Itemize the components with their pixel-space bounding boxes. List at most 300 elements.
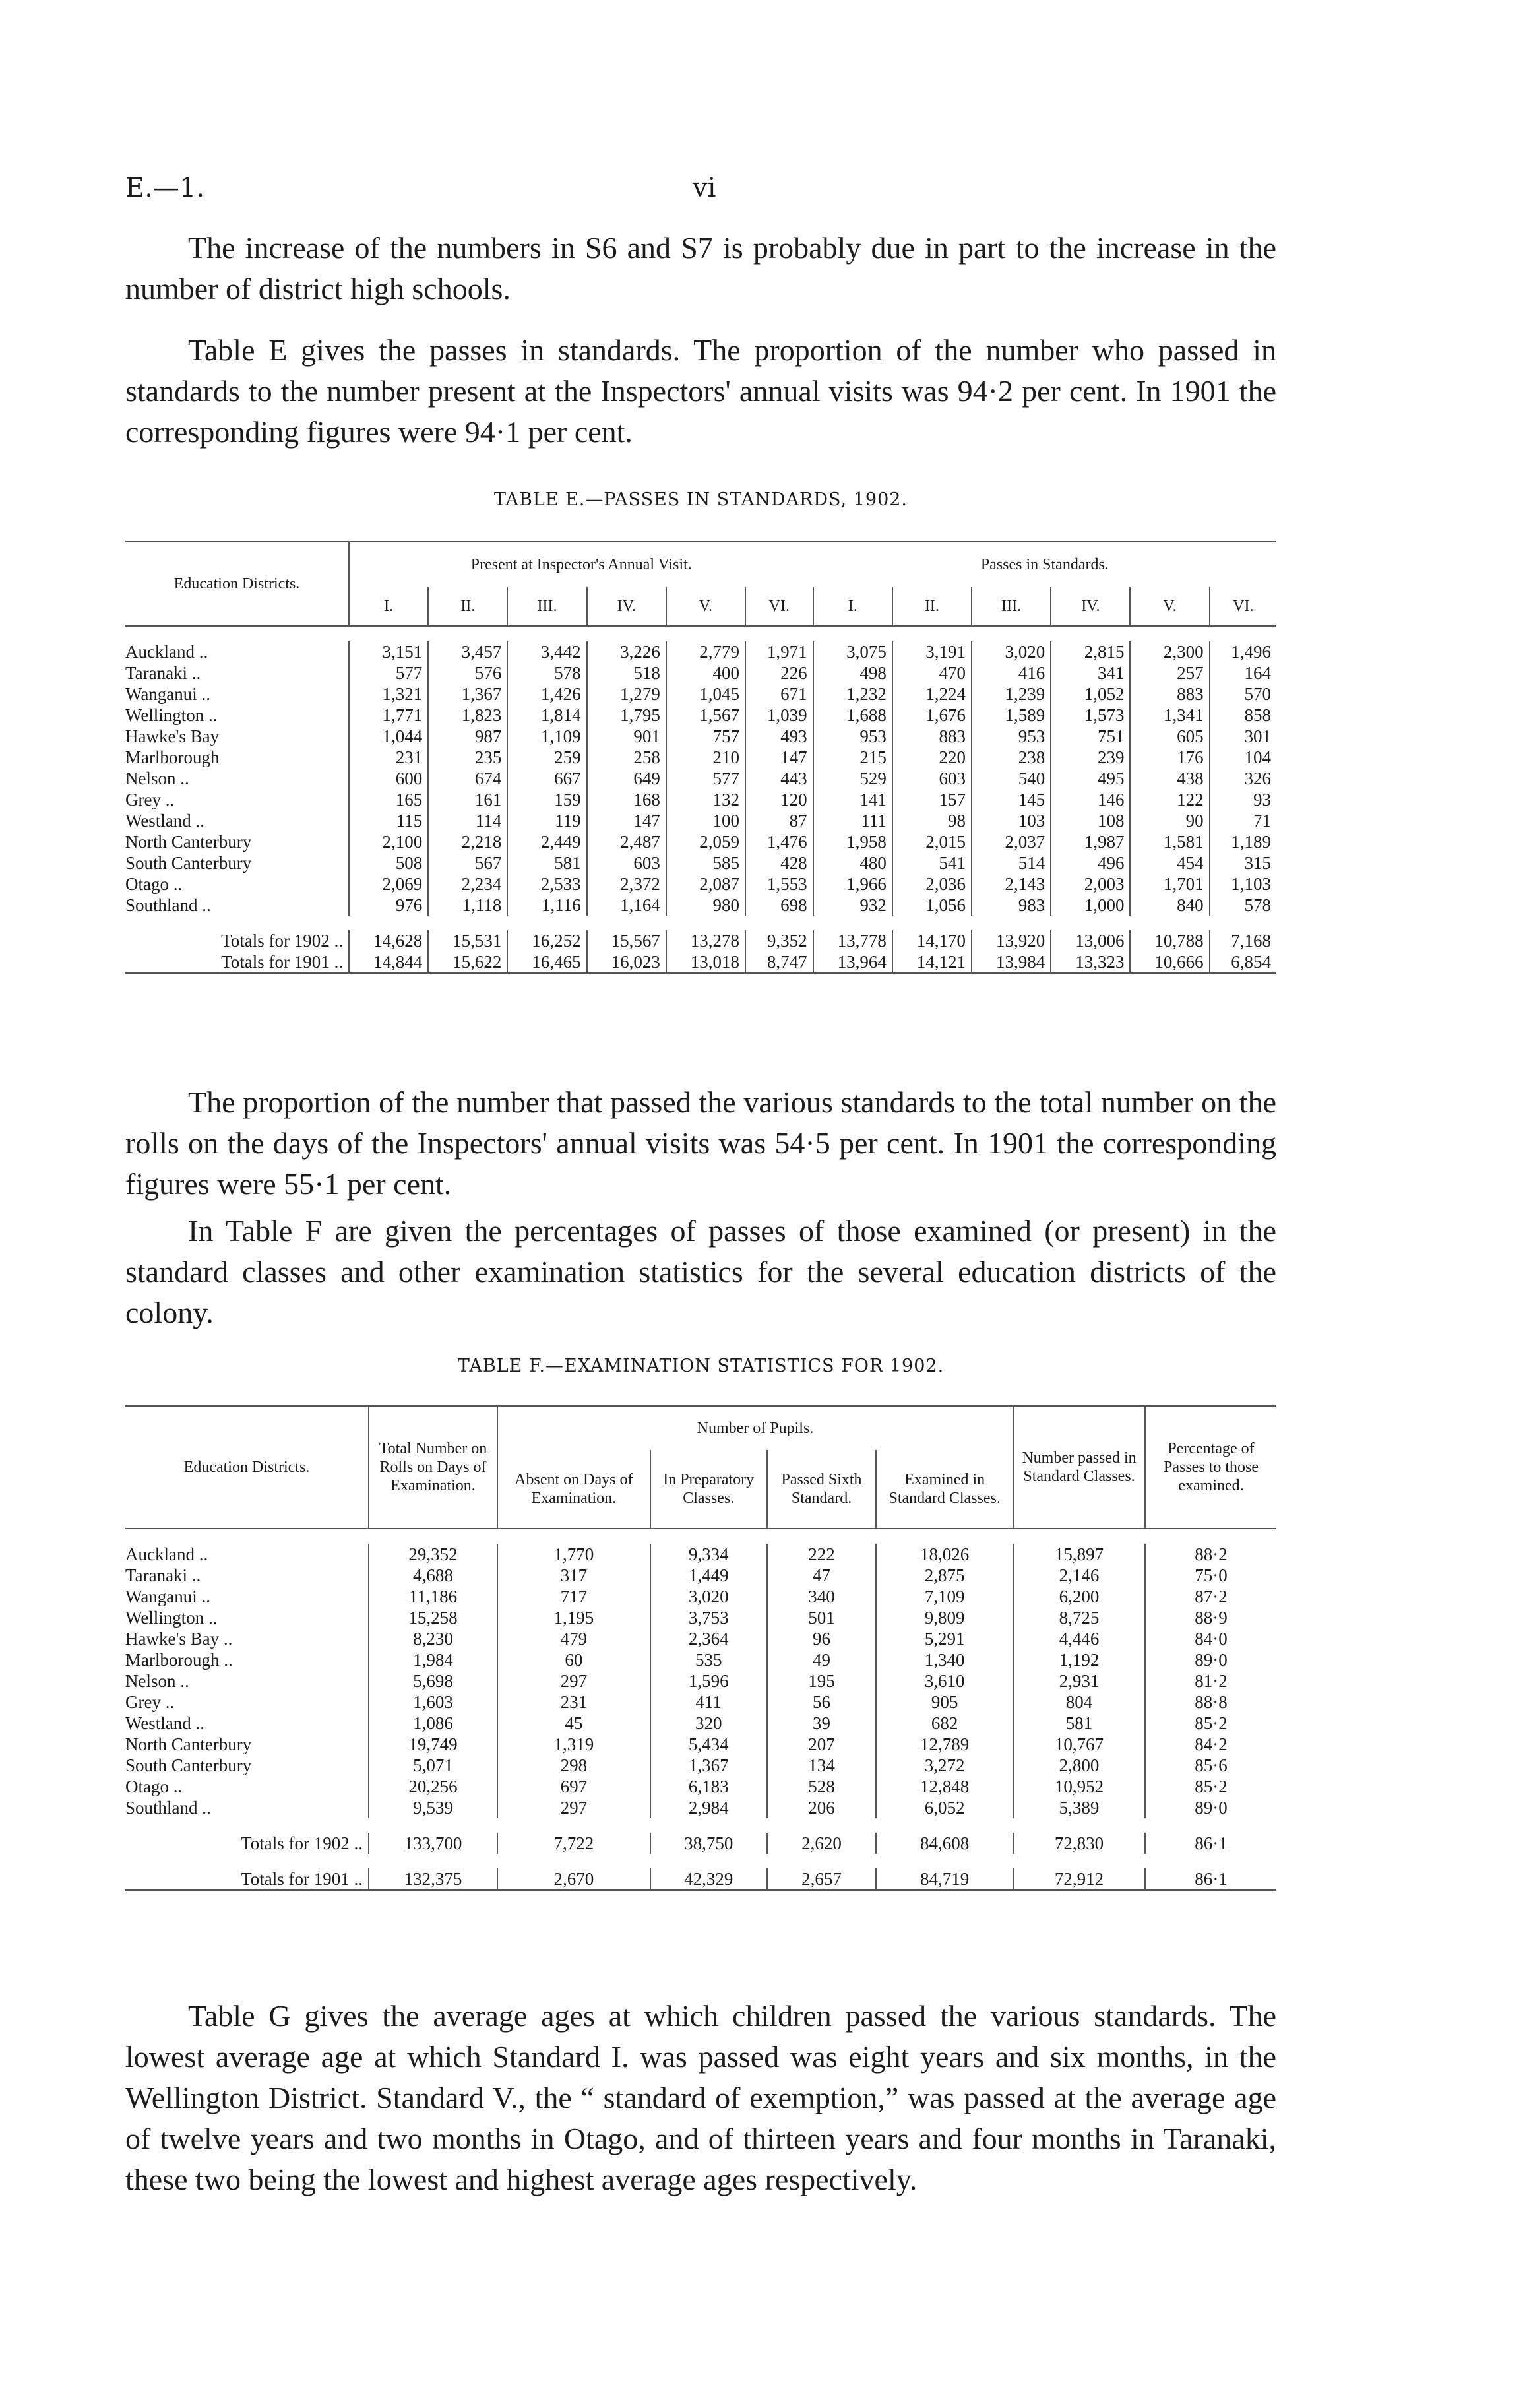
table-e-cell: 1,000 [1051,895,1130,916]
table-e-cell: 1,971 [745,641,813,662]
table-f [125,1405,1276,1891]
table-e-cell: 122 [1130,789,1209,810]
table-f-cell: 39 [767,1713,877,1734]
paragraph-5-text: Table G gives the average ages at which children passed the various standards. The lowest average age at which Standard I. was passed was eight years and six months, in the Wellington District. Standard V., the “ standard of exemption,” was passed at the average age of twelve years and two months in Otago, and of thirteen years and four months in Taranaki, these two being the lowest and highest average ages respectively. [125,1999,1276,2196]
table-e-cell: 1,795 [587,705,666,726]
table-f-cell: 2,984 [650,1797,767,1818]
table-f-total-cell: 72,912 [1013,1868,1145,1890]
table-e-cell: 980 [666,895,745,916]
table-f-cell: 1,086 [369,1713,497,1734]
table-e-cell: 470 [892,662,972,683]
table-e-cell: 159 [507,789,586,810]
table-e-cell: 2,087 [666,873,745,895]
table-e-cell: 2,533 [507,873,586,895]
table-e-cell: 932 [813,895,892,916]
table-f-header-pupils: Number of Pupils. [497,1406,1013,1450]
table-f-cell: 11,186 [369,1586,497,1607]
table-e-cell: 315 [1210,852,1276,873]
table-f-district-name: Westland .. [125,1713,205,1733]
table-e-cell: 3,442 [507,641,586,662]
table-e-row [125,895,1276,916]
table-f-district-name: Hawke's Bay .. [125,1629,233,1649]
table-f-cell: 535 [650,1649,767,1670]
table-f-header-districts: Education Districts. [183,1459,310,1476]
table-f-cell: 804 [1013,1692,1145,1713]
table-e-cell: 1,823 [428,705,507,726]
table-f-cell: 88·9 [1145,1607,1276,1628]
table-e-cell: 301 [1210,726,1276,747]
table-e-cell: 235 [428,747,507,768]
table-e-cell: 87 [745,810,813,831]
table-f-row [125,1586,1276,1607]
table-f-cell: 340 [767,1586,877,1607]
table-e-total-cell: 10,788 [1130,930,1209,951]
table-f-district-name: Southland .. [125,1798,211,1818]
table-e-cell: 428 [745,852,813,873]
table-f-row [125,1776,1276,1797]
table-e-cell: 496 [1051,852,1130,873]
table-f-cell: 75·0 [1145,1565,1276,1586]
table-e-cell: 603 [892,768,972,789]
table-f-cell: 9,809 [876,1607,1013,1628]
table-f-cell: 1,596 [650,1670,767,1692]
table-e-row [125,768,1276,789]
table-e-cell: 100 [666,810,745,831]
table-f-cell: 3,753 [650,1607,767,1628]
table-e-cell: 3,226 [587,641,666,662]
table-e-cell: 1,045 [666,683,745,705]
table-e-column-header: V. [1130,587,1209,626]
table-e-cell: 341 [1051,662,1130,683]
table-f-row [125,1544,1276,1565]
table-e-cell: 146 [1051,789,1130,810]
table-e-cell: 1,321 [349,683,428,705]
table-f-cell: 2,931 [1013,1670,1145,1692]
table-e-cell: 858 [1210,705,1276,726]
table-e-district-name: Wellington .. [125,705,218,725]
table-e-cell: 71 [1210,810,1276,831]
table-f-cell: 12,848 [876,1776,1013,1797]
table-f-caption: TABLE F.—EXAMINATION STATISTICS FOR 1902. [457,1356,945,1376]
table-f-cell: 81·2 [1145,1670,1276,1692]
paragraph-3 [125,1082,1276,1205]
table-e-cell: 2,487 [587,831,666,852]
table-f-cell: 231 [497,1692,650,1713]
table-f-header-absent: Absent on Days of Examination. [497,1450,650,1529]
table-e-cell: 132 [666,789,745,810]
table-e-cell: 1,814 [507,705,586,726]
table-f-cell: 2,800 [1013,1755,1145,1776]
table-e-row [125,641,1276,662]
table-f-district-name: Wanganui .. [125,1587,211,1606]
table-e-total-cell: 8,747 [745,951,813,973]
table-e-total-cell: 13,920 [972,930,1051,951]
table-e-district-name: Marlborough [125,747,220,767]
table-e-cell: 119 [507,810,586,831]
table-e-cell: 2,036 [892,873,972,895]
table-e-cell: 585 [666,852,745,873]
table-f-cell: 60 [497,1649,650,1670]
table-e-cell: 567 [428,852,507,873]
table-e-cell: 1,567 [666,705,745,726]
table-e-district-name: Southland .. [125,895,211,915]
table-f-cell: 8,230 [369,1628,497,1649]
table-e-cell: 93 [1210,789,1276,810]
table-e-header-passes: Passes in Standards. [980,556,1109,573]
table-e-cell: 1,771 [349,705,428,726]
table-e-cell: 667 [507,768,586,789]
table-f-header-sixth: Passed Sixth Standard. [767,1450,877,1529]
table-e-cell: 493 [745,726,813,747]
table-e-cell: 529 [813,768,892,789]
table-f-cell: 85·6 [1145,1755,1276,1776]
table-e-cell: 2,059 [666,831,745,852]
table-f-totals-label: Totals for 1901 .. [241,1869,363,1889]
table-f-header-preparatory: In Preparatory Classes. [650,1450,767,1529]
table-e-cell: 147 [587,810,666,831]
table-f-header-total: Total Number on Rolls on Days of Examination. [369,1406,497,1529]
table-e-cell: 901 [587,726,666,747]
table-f-total-cell: 72,830 [1013,1833,1145,1854]
table-f-totals-label: Totals for 1902 .. [241,1833,363,1853]
table-f-cell: 411 [650,1692,767,1713]
paragraph-2 [125,330,1276,453]
table-e-cell: 2,100 [349,831,428,852]
table-f-cell: 501 [767,1607,877,1628]
table-f-total-cell: 2,657 [767,1868,877,1890]
table-e-cell: 168 [587,789,666,810]
table-e-district-name: Westland .. [125,811,205,831]
table-e-cell: 145 [972,789,1051,810]
table-e-column-header: IV. [1051,587,1130,626]
table-e-cell: 581 [507,852,586,873]
table-e-total-cell: 9,352 [745,930,813,951]
table-e-cell: 1,056 [892,895,972,916]
table-e-cell: 120 [745,789,813,810]
table-e-cell: 1,688 [813,705,892,726]
table-e-cell: 400 [666,662,745,683]
table-f-cell: 15,258 [369,1607,497,1628]
table-e-cell: 164 [1210,662,1276,683]
table-f-cell: 5,389 [1013,1797,1145,1818]
table-e-total-cell: 13,006 [1051,930,1130,951]
table-f-cell: 12,789 [876,1734,1013,1755]
table-e-cell: 1,052 [1051,683,1130,705]
table-e-cell: 1,701 [1130,873,1209,895]
table-e-row [125,726,1276,747]
table-e-cell: 953 [813,726,892,747]
table-f-totals-row [125,1868,1276,1890]
table-e-cell: 1,581 [1130,831,1209,852]
table-e-cell: 1,189 [1210,831,1276,852]
table-f-cell: 317 [497,1565,650,1586]
paragraph-5 [125,1996,1276,2200]
table-f-cell: 1,603 [369,1692,497,1713]
table-f-cell: 84·2 [1145,1734,1276,1755]
table-f-cell: 222 [767,1544,877,1565]
table-e-row [125,852,1276,873]
table-f-total-cell: 86·1 [1145,1833,1276,1854]
table-e-total-cell: 14,844 [349,951,428,973]
table-e-cell: 2,003 [1051,873,1130,895]
table-e-header-present: Present at Inspector's Annual Visit. [349,542,813,587]
table-e-total-cell: 16,252 [507,930,586,951]
table-f-cell: 19,749 [369,1734,497,1755]
table-e-cell: 603 [587,852,666,873]
table-e-caption: TABLE E.—PASSES IN STANDARDS, 1902. [493,490,908,510]
table-e-cell: 605 [1130,726,1209,747]
table-f-cell: 5,434 [650,1734,767,1755]
table-e-column-header: V. [666,587,745,626]
page-header [125,173,1280,212]
table-e-total-cell: 16,023 [587,951,666,973]
table-e-cell: 3,020 [972,641,1051,662]
table-f-district-name: Grey .. [125,1692,175,1712]
table-e-cell: 1,987 [1051,831,1130,852]
table-e-total-cell: 10,666 [1130,951,1209,973]
table-e-cell: 1,553 [745,873,813,895]
table-f-header-passed: Number passed in Standard Classes. [1013,1406,1145,1529]
table-e-cell: 541 [892,852,972,873]
table-e-column-header: III. [507,587,586,626]
table-f-cell: 905 [876,1692,1013,1713]
table-f-total-cell: 7,722 [497,1833,650,1854]
table-f-total-cell: 86·1 [1145,1868,1276,1890]
table-f-cell: 682 [876,1713,1013,1734]
table-e-total-cell: 13,984 [972,951,1051,973]
table-f-district-name: Wellington .. [125,1608,218,1628]
paragraph-2-text: Table E gives the passes in standards. The proportion of the number who passed in standards to the number present at the Inspectors' annual visits was 94·2 per cent. In 1901 the corresponding figures were 94·1 per cent. [125,333,1276,449]
table-e-district-name: Hawke's Bay [125,726,220,746]
table-e-cell: 570 [1210,683,1276,705]
table-e-column-header: I. [813,587,892,626]
table-f-cell: 89·0 [1145,1797,1276,1818]
table-f-header-examined: Examined in Standard Classes. [876,1450,1013,1529]
table-f-total-cell: 132,375 [369,1868,497,1890]
table-e-cell: 1,103 [1210,873,1276,895]
table-f-cell: 18,026 [876,1544,1013,1565]
table-f-cell: 195 [767,1670,877,1692]
table-f-cell: 84·0 [1145,1628,1276,1649]
table-e-cell: 2,015 [892,831,972,852]
table-e-cell: 1,232 [813,683,892,705]
table-e-cell: 649 [587,768,666,789]
table-e-column-header: IV. [587,587,666,626]
table-e-cell: 90 [1130,810,1209,831]
table-f-total-cell: 84,719 [876,1868,1013,1890]
table-e-cell: 104 [1210,747,1276,768]
table-e-row [125,747,1276,768]
table-e-cell: 1,426 [507,683,586,705]
table-e-cell: 416 [972,662,1051,683]
table-e-cell: 257 [1130,662,1209,683]
table-e-cell: 514 [972,852,1051,873]
table-f-cell: 5,071 [369,1755,497,1776]
table-e-total-cell: 15,567 [587,930,666,951]
table-f-total-cell: 133,700 [369,1833,497,1854]
table-f-district-name: North Canterbury [125,1734,252,1754]
table-f-row [125,1692,1276,1713]
table-e-row [125,810,1276,831]
table-e-cell: 1,341 [1130,705,1209,726]
table-f-cell: 4,446 [1013,1628,1145,1649]
table-e-cell: 751 [1051,726,1130,747]
table-e-district-name: North Canterbury [125,832,252,852]
table-f-row [125,1649,1276,1670]
paragraph-3-text: The proportion of the number that passed the various standards to the total number on the rolls on the days of the Inspectors' annual visits was 54·5 per cent. In 1901 the corresponding figures were 55·1 per cent. [125,1085,1276,1201]
table-e-column-header: III. [972,587,1051,626]
table-f-cell: 134 [767,1755,877,1776]
table-e-cell: 2,037 [972,831,1051,852]
table-f-cell: 2,146 [1013,1565,1145,1586]
table-e-cell: 480 [813,852,892,873]
table-e-cell: 1,589 [972,705,1051,726]
table-e-cell: 674 [428,768,507,789]
paragraph-4 [125,1211,1276,1333]
table-f-district-name: Marlborough .. [125,1650,233,1670]
table-f-district-name: Taranaki .. [125,1566,201,1585]
table-e-cell: 883 [1130,683,1209,705]
table-e-cell: 2,372 [587,873,666,895]
table-f-cell: 3,272 [876,1755,1013,1776]
table-e-cell: 2,779 [666,641,745,662]
table-e-total-cell: 7,168 [1210,930,1276,951]
table-e-cell: 2,234 [428,873,507,895]
table-f-cell: 85·2 [1145,1713,1276,1734]
table-f-totals-row [125,1833,1276,1854]
table-f-cell: 2,364 [650,1628,767,1649]
table-f-total-cell: 2,620 [767,1833,877,1854]
table-f-cell: 3,610 [876,1670,1013,1692]
table-f-district-name: Nelson .. [125,1671,189,1691]
paragraph-4-text: In Table F are given the percentages of passes of those examined (or present) in the standard classes and other examination statistics for the several education districts of the colony. [125,1214,1276,1329]
table-e-cell: 454 [1130,852,1209,873]
table-e-total-cell: 13,278 [666,930,745,951]
table-e-totals-row [125,951,1276,973]
table-e-cell: 577 [666,768,745,789]
table-e-cell: 258 [587,747,666,768]
table-e-cell: 1,116 [507,895,586,916]
table-e-cell: 165 [349,789,428,810]
table-e-totals-label: Totals for 1902 .. [221,931,343,951]
table-e-cell: 1,496 [1210,641,1276,662]
table-e-column-header: II. [428,587,507,626]
table-f-row [125,1607,1276,1628]
table-f-cell: 9,539 [369,1797,497,1818]
table-e-cell: 114 [428,810,507,831]
table-e-cell: 698 [745,895,813,916]
table-f-cell: 89·0 [1145,1649,1276,1670]
table-f-cell: 298 [497,1755,650,1776]
table-f-cell: 10,952 [1013,1776,1145,1797]
table-e-row [125,662,1276,683]
table-e-cell: 1,367 [428,683,507,705]
table-e-district-name: Auckland .. [125,642,208,662]
table-e-cell: 2,069 [349,873,428,895]
table-f-cell: 1,195 [497,1607,650,1628]
table-e-cell: 231 [349,747,428,768]
table-f-total-cell: 2,670 [497,1868,650,1890]
table-f-cell: 20,256 [369,1776,497,1797]
table-e-cell: 540 [972,768,1051,789]
table-e-cell: 578 [1210,895,1276,916]
page-number: vi [693,173,716,203]
table-f-row [125,1565,1276,1586]
table-f-cell: 206 [767,1797,877,1818]
table-e-cell: 161 [428,789,507,810]
table-e-total-cell: 14,170 [892,930,972,951]
document-reference: E.—1. [125,173,205,203]
table-e-cell: 3,191 [892,641,972,662]
table-e-cell: 326 [1210,768,1276,789]
table-e-column-header: VI. [1210,587,1276,626]
table-e-cell: 840 [1130,895,1209,916]
table-f-cell: 49 [767,1649,877,1670]
table-f-cell: 6,200 [1013,1586,1145,1607]
table-e-cell: 108 [1051,810,1130,831]
table-f-cell: 717 [497,1586,650,1607]
table-e-cell: 1,239 [972,683,1051,705]
table-f-row [125,1670,1276,1692]
table-f-cell: 297 [497,1670,650,1692]
table-e-cell: 111 [813,810,892,831]
table-e-cell: 495 [1051,768,1130,789]
table-e-district-name: Grey .. [125,790,175,809]
table-e-cell: 3,075 [813,641,892,662]
table-f-cell: 96 [767,1628,877,1649]
table-f-total-cell: 84,608 [876,1833,1013,1854]
table-e-cell: 498 [813,662,892,683]
table-f-cell: 5,291 [876,1628,1013,1649]
table-e-cell: 508 [349,852,428,873]
table-f-row [125,1755,1276,1776]
table-e-cell: 1,109 [507,726,586,747]
table-f-row [125,1734,1276,1755]
table-e-cell: 239 [1051,747,1130,768]
table-e-cell: 3,457 [428,641,507,662]
table-e-total-cell: 16,465 [507,951,586,973]
table-e-cell: 176 [1130,747,1209,768]
table-f-cell: 581 [1013,1713,1145,1734]
table-f-header-percentage: Percentage of Passes to those examined. [1145,1406,1276,1529]
table-e-total-cell: 15,531 [428,930,507,951]
table-e-cell: 2,218 [428,831,507,852]
table-e-district-name: Taranaki .. [125,663,201,683]
table-e-cell: 757 [666,726,745,747]
table-e-total-cell: 6,854 [1210,951,1276,973]
table-e-cell: 259 [507,747,586,768]
table-e-cell: 2,449 [507,831,586,852]
table-e-district-name: South Canterbury [125,853,252,873]
table-e-cell: 1,573 [1051,705,1130,726]
table-e-total-cell: 13,778 [813,930,892,951]
table-e-cell: 671 [745,683,813,705]
table-f-cell: 1,770 [497,1544,650,1565]
table-e-cell: 1,676 [892,705,972,726]
table-e [125,541,1276,974]
table-f-cell: 528 [767,1776,877,1797]
table-e-cell: 98 [892,810,972,831]
table-e-total-cell: 14,121 [892,951,972,973]
table-f-cell: 1,367 [650,1755,767,1776]
table-e-row [125,831,1276,852]
table-f-district-name: South Canterbury [125,1756,252,1775]
table-e-cell: 443 [745,768,813,789]
table-e-cell: 147 [745,747,813,768]
table-e-district-name: Otago .. [125,874,183,894]
table-f-cell: 207 [767,1734,877,1755]
table-f-cell: 87·2 [1145,1586,1276,1607]
